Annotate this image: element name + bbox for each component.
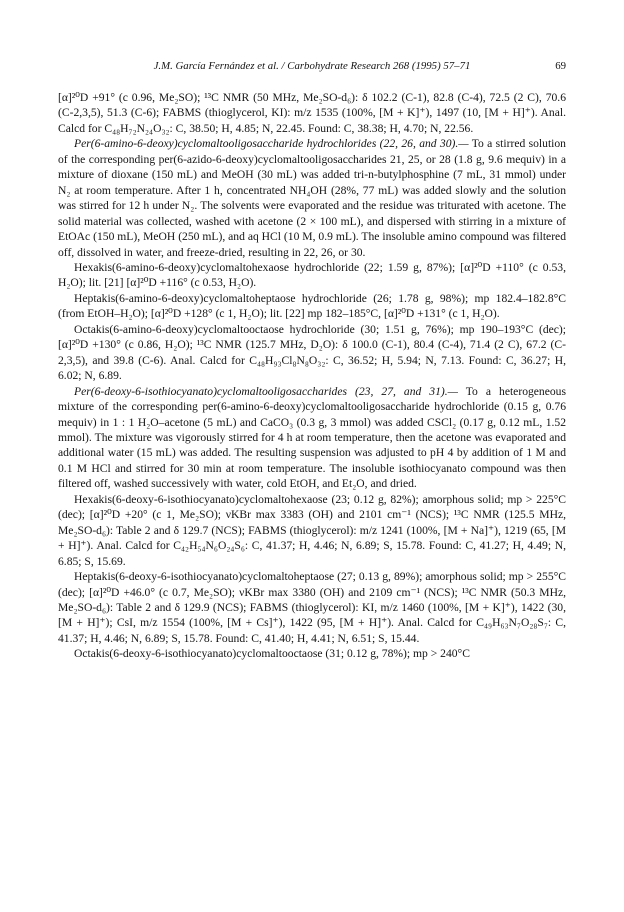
page-number: 69 [555, 60, 566, 72]
paragraph-5 [58, 322, 566, 384]
body-text [58, 90, 566, 662]
paragraph-9 [58, 646, 566, 661]
paragraph-8 [58, 569, 566, 646]
paragraph-text: Octakis(6-amino-6-deoxy)cyclomaltooctaose hydrochloride (30; 1.51 g, 76%); mp 190–193°C (dec); [α]²⁰D +130° (c 0.86, H₂O); ¹³C NMR (125.7 MHz, D₂O): δ 100.0 (C-1), 80.4 (C-4), 71.4 (2 C), 67.2 (C-2,3,5), and 39.8 (C-6). Anal. Calcd for C₄₈H₉₃Cl₈N₈O₃₂: C, 36.52; H, 5.94; N, 7.13. Found: C, 36.27; H, 6.02; N, 6.89. [58, 322, 566, 383]
paragraph-3 [58, 260, 566, 291]
paragraph-6 [58, 384, 566, 492]
paragraph-text: To a heterogeneous mixture of the corresponding per(6-amino-6-deoxy)cyclomaltooligosaccharide hydrochloride (0.15 g, 0.76 mequiv) in 1 : 1 H₂O–acetone (5 mL) and CaCO₃ (0.3 g, 3 mmol) was added CSCl₂ (0.17 g, 0.12 mL, 1.52 mmol). The mixture was vigorously stirred for 4 h at room temperature, then the acetone was evaporated and additional water (15 mL) was added. The resulting suspension was adjusted to pH 4 by addition of 1 M and 0.1 M HCl and stirred for 30 min at room temperature. The insoluble isothiocyanato compound was then filtered off, washed successively with water, cold EtOH, and Et₂O, and dried. [58, 384, 566, 491]
paragraph-4 [58, 291, 566, 322]
paragraph-2 [58, 136, 566, 260]
paragraph-1 [58, 90, 566, 136]
paragraph-text: To a stirred solution of the corresponding per(6-azido-6-deoxy)cyclomaltooligosaccharides 21, 25, or 28 (1.8 g, 9.6 mequiv) in a mixture of dioxane (150 mL) and MeOH (30 mL) was added tri-n-butylphosphine (7 mL, 31 mmol) under N₂ at room temperature. After 1 h, concentrated NH₄OH (28%, 77 mL) was added slowly and the solution was stirred for 12 h under N₂. The solvents were evaporated and the residue was triturated with acetone. The solid material was collected, washed with acetone (2 × 100 mL), and dispersed with stirring in a mixture of EtOAc (150 mL), MeOH (250 mL), and aq HCl (10 M, 0.9 mL). The insoluble amino compound was filtered off, dissolved in water, and freeze-dried, resulting in 22, 26, or 30. [58, 137, 566, 259]
section-heading: Per(6-amino-6-deoxy)cyclomaltooligosaccharide hydrochlorides (22, 26, and 30).— [74, 137, 469, 151]
section-heading: Per(6-deoxy-6-isothiocyanato)cyclomaltooligosaccharides (23, 27, and 31).— [74, 384, 458, 398]
running-head [58, 60, 566, 78]
paragraph-7 [58, 492, 566, 569]
paragraph-text: Heptakis(6-amino-6-deoxy)cyclomaltoheptaose hydrochloride (26; 1.78 g, 98%); mp 182.4–182.8°C (from EtOH–H₂O); [α]²⁰D +128° (c 1, H₂O); lit. [22] mp 182–185°C, [α]²⁰D +131° (c 1, H₂O). [58, 291, 566, 321]
paragraph-text: Octakis(6-deoxy-6-isothiocyanato)cyclomaltooctaose (31; 0.12 g, 78%); mp > 240°C [74, 647, 470, 661]
paragraph-text: Heptakis(6-deoxy-6-isothiocyanato)cyclomaltoheptaose (27; 0.13 g, 89%); amorphous solid; mp > 255°C (dec); [α]²⁰D +46.0° (c 0.7, Me₂SO); νKBr max 3380 (OH) and 2109 cm⁻¹ (NCS); ¹³C NMR (50.3 MHz, Me₂SO-d₆): Table 2 and δ 129.9 (NCS); FABMS (thioglycerol): KI, m/z 1460 (100%, [M + K]⁺), 1422 (30, [M + H]⁺); CsI, m/z 1554 (100%, [M + Cs]⁺), 1422 (95, [M + H]⁺). Anal. Calcd for C₄₉H₆₃N₇O₂₈S₇: C, 41.37; H, 4.46; N, 6.89; S, 15.78. Found: C, 41.40; H, 4.41; N, 6.51; S, 15.44. [58, 570, 566, 645]
paragraph-text: Hexakis(6-amino-6-deoxy)cyclomaltohexaose hydrochloride (22; 1.59 g, 87%); [α]²⁰D +110° (c 0.53, H₂O); lit. [21] [α]²⁰D +116° (c 0.53, H₂O). [58, 260, 566, 290]
running-head-citation: J.M. García Fernández et al. / Carbohydrate Research 268 (1995) 57–71 [153, 60, 471, 72]
paragraph-text: [α]²⁰D +91° (c 0.96, Me₂SO); ¹³C NMR (50 MHz, Me₂SO-d₆): δ 102.2 (C-1), 82.8 (C-4), 72.5 (2 C), 70.6 (C-2,3,5), 51.3 (C-6); FABMS (thioglycerol, KI): m/z 1535 (100%, [M + K]⁺), 1497 (10, [M + H]⁺). Anal. Calcd for C₄₈H₇₂N₂₄O₃₂: C, 38.50; H, 4.85; N, 22.45. Found: C, 38.38; H, 4.70; N, 22.56. [58, 91, 566, 135]
paragraph-text: Hexakis(6-deoxy-6-isothiocyanato)cyclomaltohexaose (23; 0.12 g, 82%); amorphous solid; mp > 225°C (dec); [α]²⁰D +20° (c 1, Me₂SO); νKBr max 3383 (OH) and 2101 cm⁻¹ (NCS); ¹³C NMR (125.5 MHz, Me₂SO-d₆): Table 2 and δ 129.7 (NCS); FABMS (thioglycerol): m/z 1241 (100%, [M + Na]⁺), 1219 (65, [M + H]⁺). Anal. Calcd for C₄₂H₅₄N₆O₂₄S₆: C, 41.37; H, 4.46; N, 6.89; S, 15.78. Found: C, 41.27; H, 4.49; N, 6.85; S, 15.69. [58, 492, 566, 568]
